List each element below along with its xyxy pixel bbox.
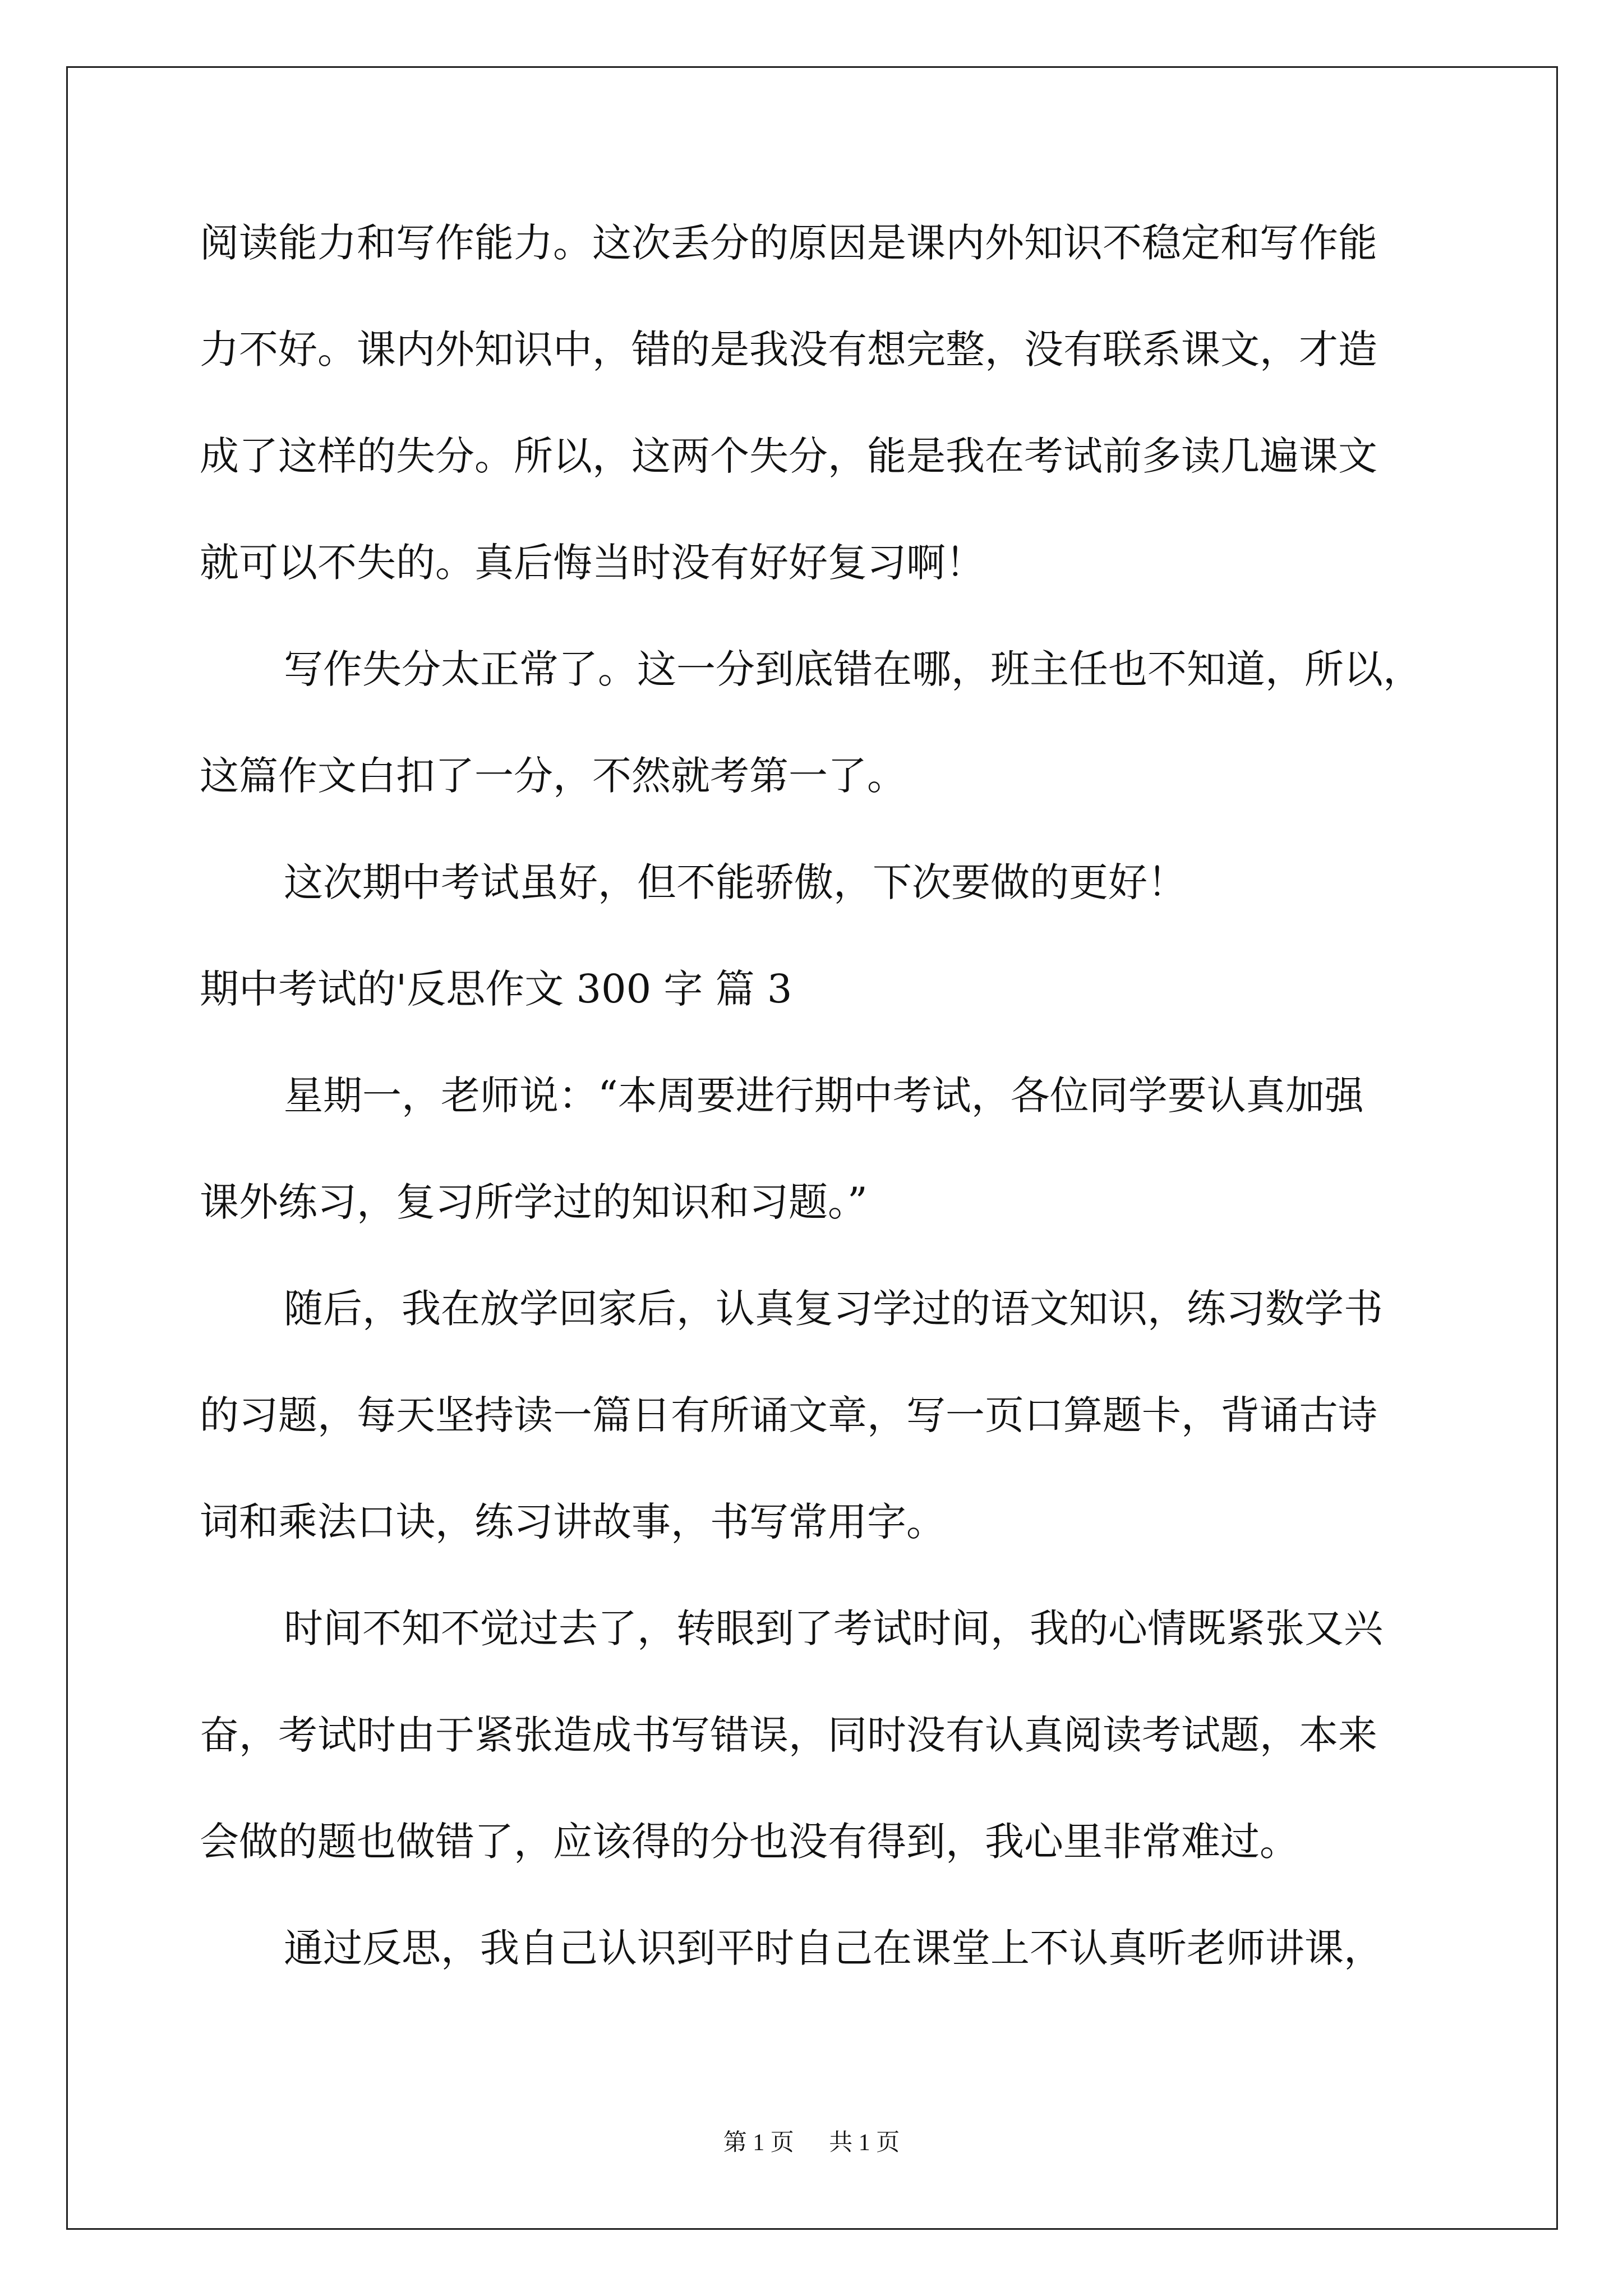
text-line: 阅读能力和写作能力。这次丢分的原因是课内外知识不稳定和写作能 <box>200 220 1377 266</box>
page-total: 共 1 页 <box>829 2130 900 2156</box>
text-line: 这篇作文白扣了一分，不然就考第一了。 <box>200 753 906 799</box>
paragraph-start-line: 写作失分太正常了。这一分到底错在哪，班主任也不知道，所以， <box>284 646 1422 692</box>
section-heading: 期中考试的'反思作文 300 字 篇 3 <box>200 966 792 1012</box>
text-line: 就可以不失的。真后悔当时没有好好复习啊！ <box>200 540 985 586</box>
document-body <box>200 217 1450 1975</box>
text-line: 成了这样的失分。所以，这两个失分，能是我在考试前多读几遍课文 <box>200 433 1377 479</box>
page-footer <box>0 2129 1623 2157</box>
text-line: 会做的题也做错了，应该得的分也没有得到，我心里非常难过。 <box>200 1819 1299 1865</box>
page-number: 第 1 页 <box>723 2130 794 2156</box>
paragraph-start-line: 这次期中考试虽好，但不能骄傲，下次要做的更好！ <box>284 859 1187 905</box>
paragraph-start-line: 随后，我在放学回家后，认真复习学过的语文知识，练习数学书 <box>284 1286 1383 1332</box>
text-line: 的习题，每天坚持读一篇日有所诵文章，写一页口算题卡，背诵古诗 <box>200 1392 1377 1438</box>
text-line: 词和乘法口诀，练习讲故事，书写常用字。 <box>200 1499 946 1545</box>
paragraph-start-line: 时间不知不觉过去了，转眼到了考试时间，我的心情既紧张又兴 <box>284 1605 1383 1651</box>
paragraph-start-line: 通过反思，我自己认识到平时自己在课堂上不认真听老师讲课， <box>284 1925 1383 1971</box>
paragraph-start-line: 星期一，老师说：“本周要进行期中考试，各位同学要认真加强 <box>284 1073 1364 1119</box>
text-line: 力不好。课内外知识中，错的是我没有想完整，没有联系课文，才造 <box>200 326 1377 372</box>
text-line: 课外练习，复习所学过的知识和习题。” <box>200 1179 868 1225</box>
text-line: 奋，考试时由于紧张造成书写错误，同时没有认真阅读考试题，本来 <box>200 1712 1377 1758</box>
